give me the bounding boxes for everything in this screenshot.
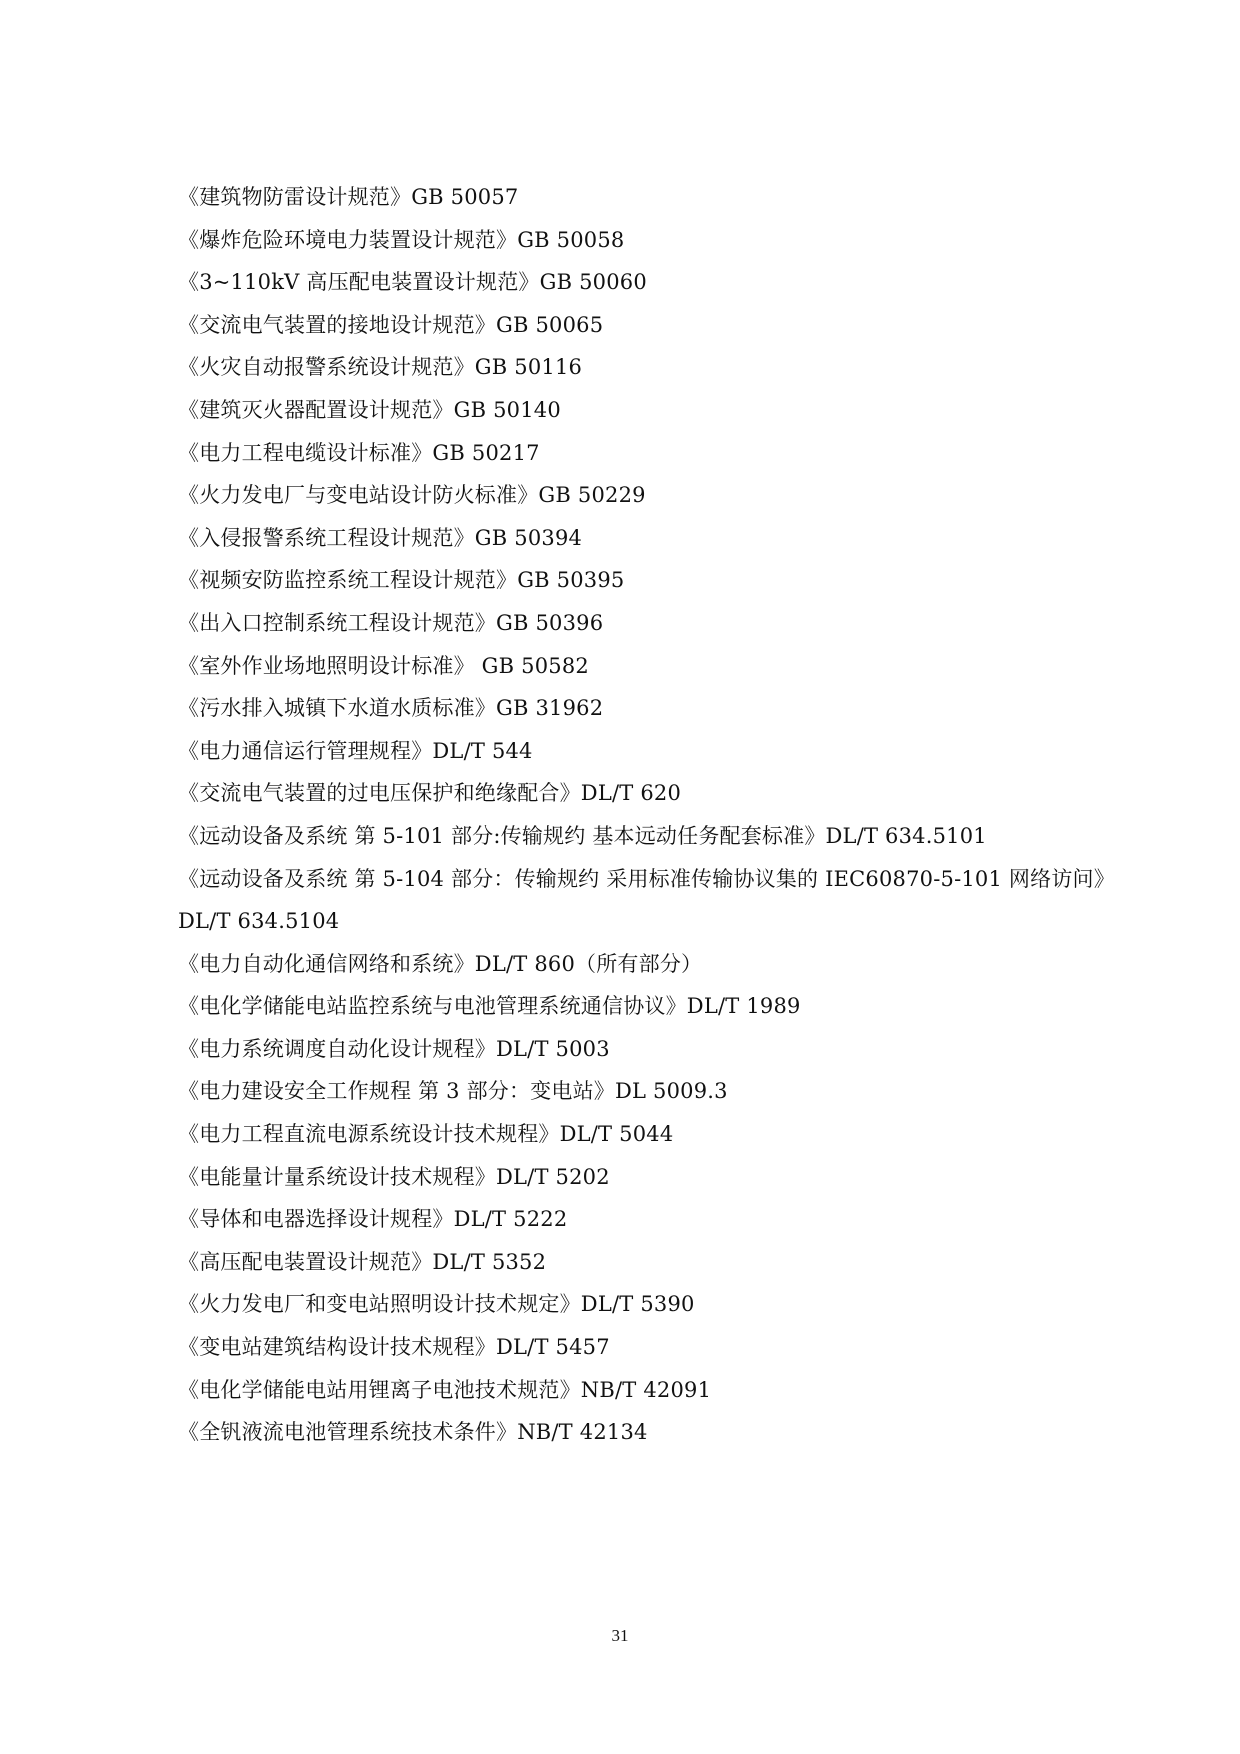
reference-list [178, 176, 1118, 1454]
reference-item: 《远动设备及系统 第 5-101 部分:传输规约 基本远动任务配套标准》DL/T 634.5101 [178, 823, 987, 848]
reference-item: 《电力系统调度自动化设计规程》DL/T 5003 [178, 1036, 610, 1061]
reference-item: 《3~110kV 高压配电装置设计规范》GB 50060 [178, 270, 647, 295]
reference-item: 《入侵报警系统工程设计规范》GB 50394 [178, 525, 583, 550]
reference-item: 《全钒液流电池管理系统技术条件》NB/T 42134 [178, 1420, 648, 1445]
reference-item: 《电能量计量系统设计技术规程》DL/T 5202 [178, 1164, 610, 1189]
reference-item: 《导体和电器选择设计规程》DL/T 5222 [178, 1207, 568, 1232]
reference-item: 《交流电气装置的接地设计规范》GB 50065 [178, 312, 604, 337]
reference-item: 《爆炸危险环境电力装置设计规范》GB 50058 [178, 227, 625, 252]
reference-item: 《污水排入城镇下水道水质标准》GB 31962 [178, 696, 604, 721]
reference-item: 《视频安防监控系统工程设计规范》GB 50395 [178, 568, 625, 593]
reference-item: 《变电站建筑结构设计技术规程》DL/T 5457 [178, 1335, 610, 1360]
reference-item: 《出入口控制系统工程设计规范》GB 50396 [178, 610, 604, 635]
reference-item: 《火力发电厂与变电站设计防火标准》GB 50229 [178, 483, 646, 508]
page-number: 31 [611, 1626, 629, 1645]
reference-item: 《电力自动化通信网络和系统》DL/T 860（所有部分） [178, 951, 703, 976]
reference-item: 《高压配电装置设计规范》DL/T 5352 [178, 1249, 547, 1274]
reference-item: 《火力发电厂和变电站照明设计技术规定》DL/T 5390 [178, 1292, 695, 1317]
reference-item-line2: DL/T 634.5104 [178, 909, 340, 934]
reference-item: 《电力工程直流电源系统设计技术规程》DL/T 5044 [178, 1122, 674, 1147]
reference-item: 《电力工程电缆设计标准》GB 50217 [178, 440, 540, 465]
reference-item: 《室外作业场地照明设计标准》 GB 50582 [178, 653, 589, 678]
reference-item: 《电化学储能电站监控系统与电池管理系统通信协议》DL/T 1989 [178, 994, 801, 1019]
reference-item: 《火灾自动报警系统设计规范》GB 50116 [178, 355, 583, 380]
reference-item: 《电力通信运行管理规程》DL/T 544 [178, 738, 533, 763]
reference-item: 《电力建设安全工作规程 第 3 部分：变电站》DL 5009.3 [178, 1079, 728, 1104]
reference-item-line1: 《远动设备及系统 第 5-104 部分：传输规约 采用标准传输协议集的 IEC60870-5-101 网络访问》 [178, 866, 1115, 891]
reference-item: 《建筑灭火器配置设计规范》GB 50140 [178, 397, 561, 422]
reference-item: 《建筑物防雷设计规范》GB 50057 [178, 185, 519, 209]
reference-item-wrapped [178, 858, 1118, 943]
reference-item: 《交流电气装置的过电压保护和绝缘配合》DL/T 620 [178, 781, 682, 806]
reference-item: 《电化学储能电站用锂离子电池技术规范》NB/T 42091 [178, 1377, 712, 1402]
